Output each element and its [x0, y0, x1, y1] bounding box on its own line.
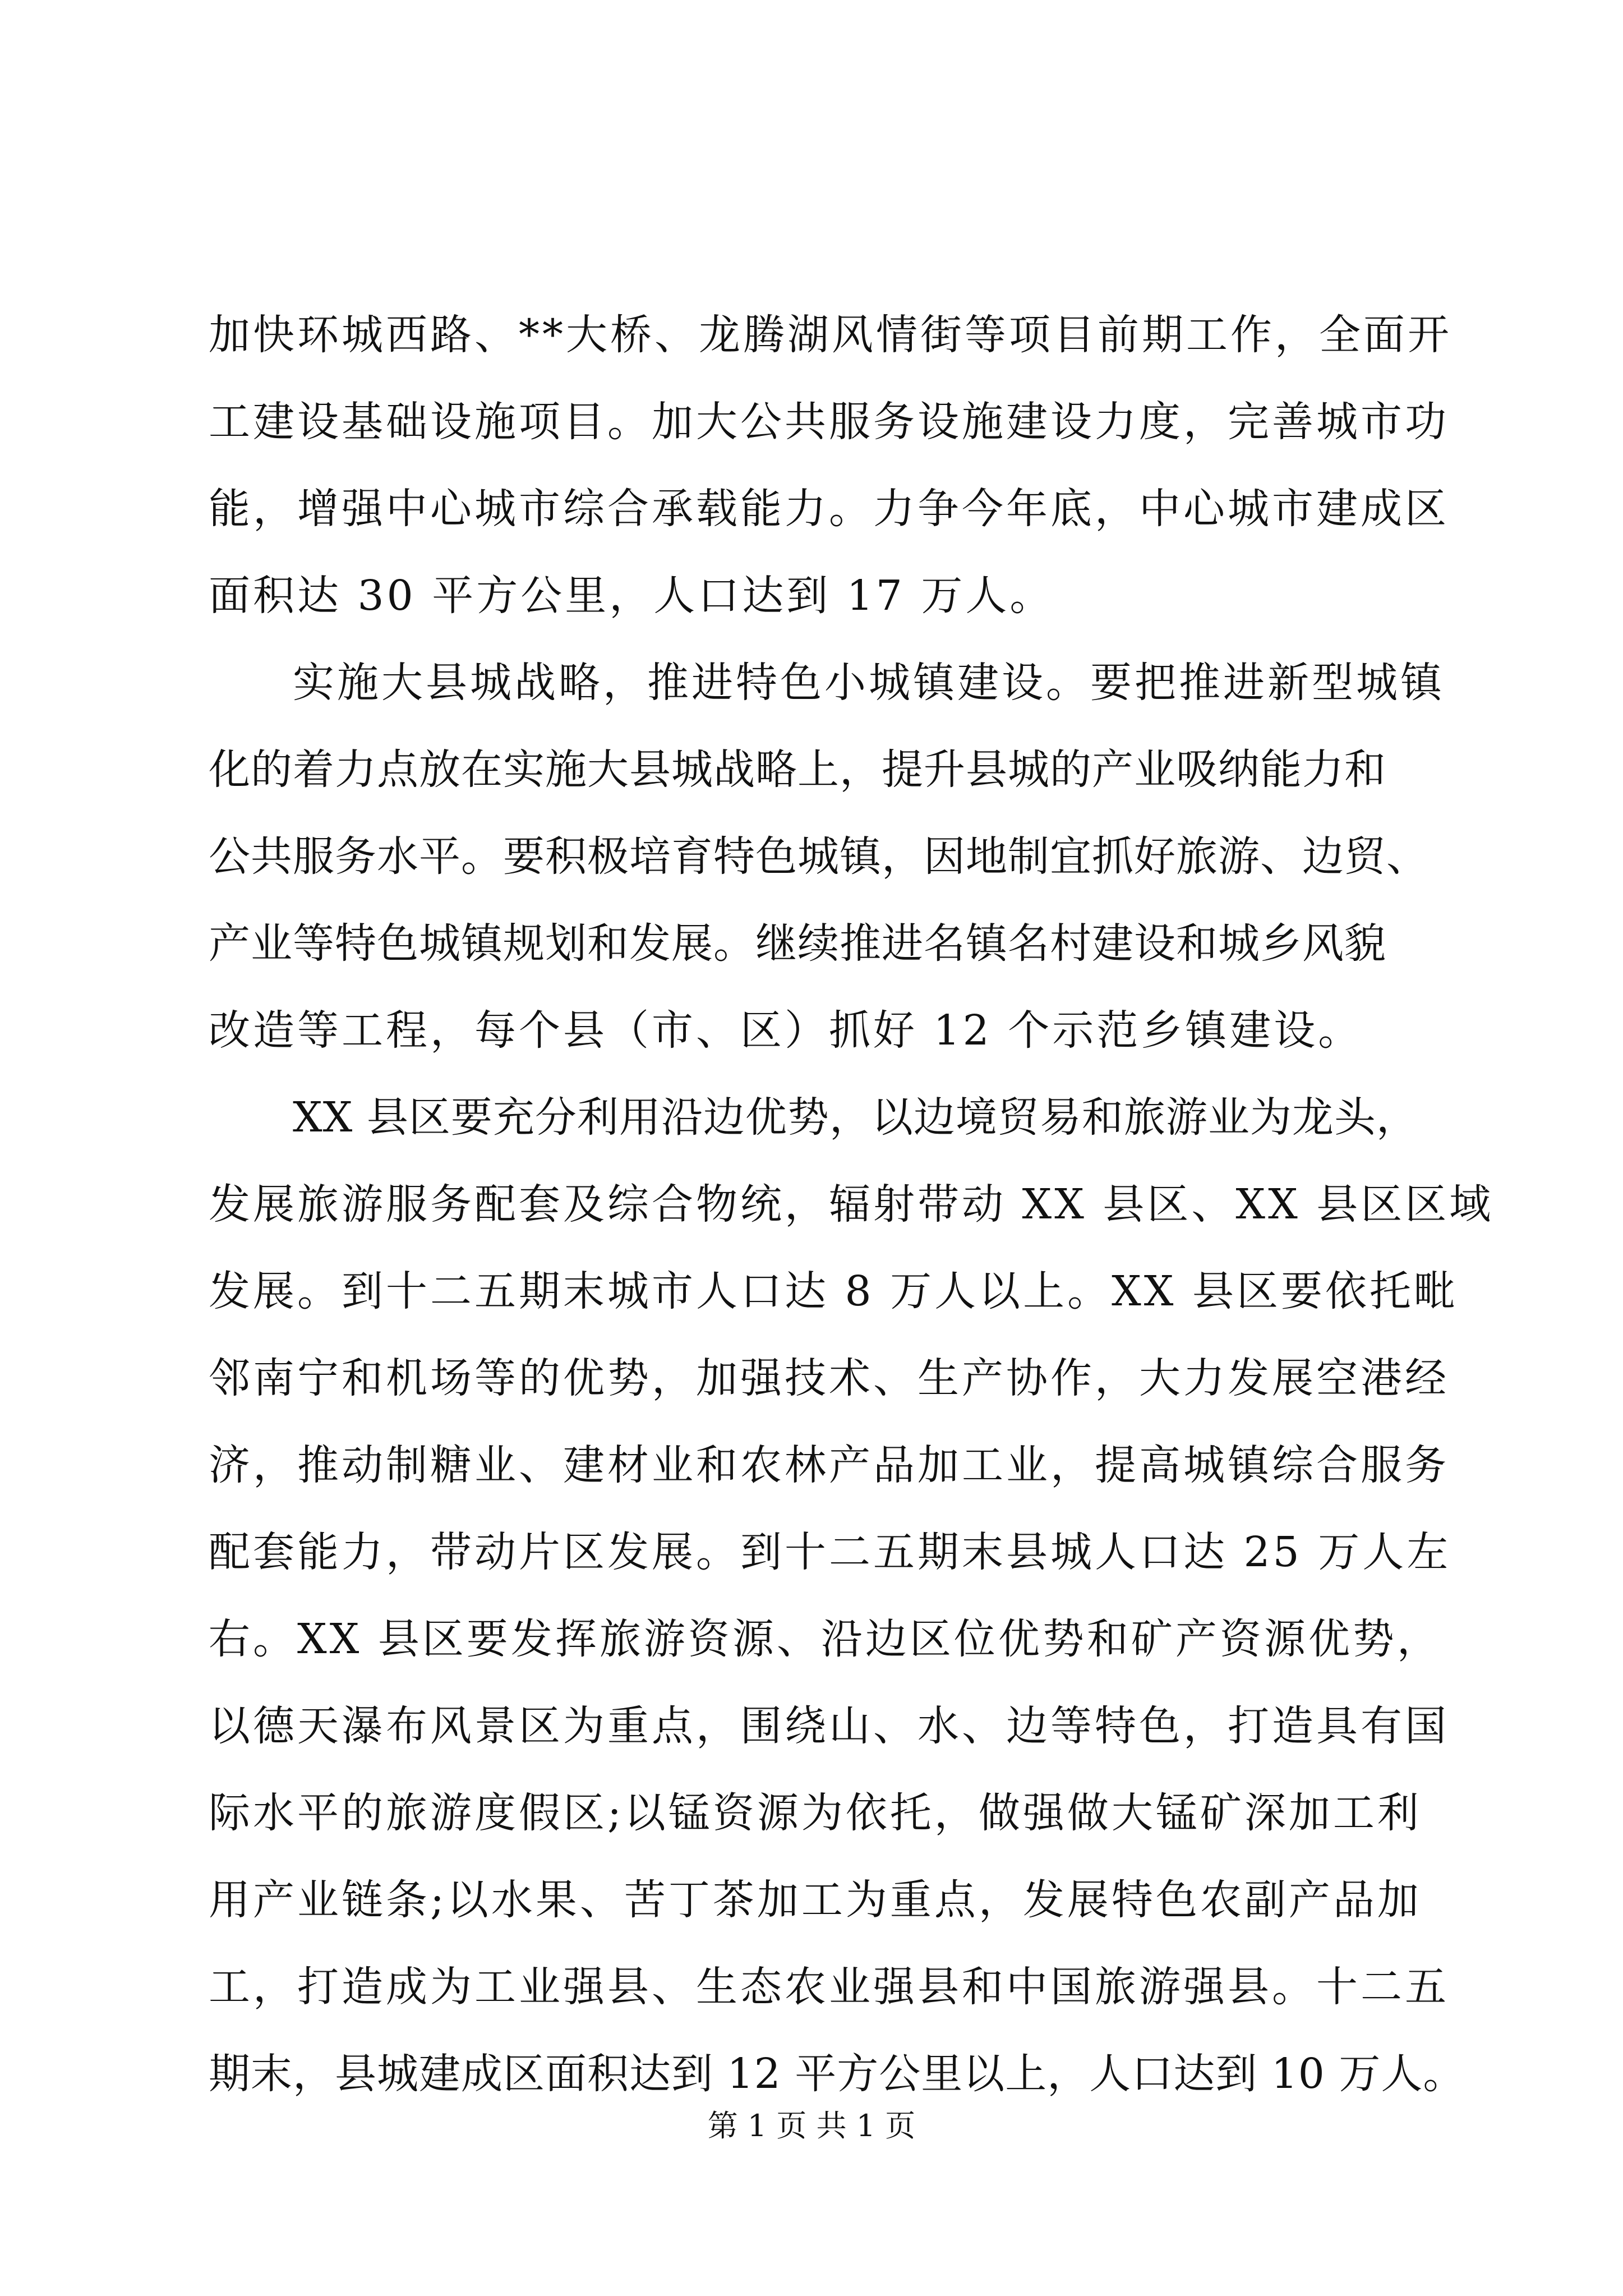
text-line: 公共服务水平。要积极培育特色城镇，因地制宜抓好旅游、边贸、: [209, 832, 1428, 881]
paragraph-start-line: 实施大县城战略，推进特色小城镇建设。要把推进新型城镇: [293, 659, 1445, 707]
text-line: 配套能力，带动片区发展。到十二五期末县城人口达 25 万人左: [209, 1528, 1451, 1576]
text-line: 右。XX 县区要发挥旅游资源、沿边区位优势和矿产资源优势，: [209, 1615, 1441, 1663]
text-line: 发展。到十二五期末城市人口达 8 万人以上。XX 县区要依托毗: [209, 1267, 1459, 1315]
text-line: 期末，县城建成区面积达到 12 平方公里以上，人口达到 10 万人。: [209, 2050, 1465, 2098]
text-line: 邻南宁和机场等的优势，加强技术、生产协作，大力发展空港经: [209, 1354, 1449, 1402]
text-line: 能，增强中心城市综合承载能力。力争今年底，中心城市建成区: [209, 485, 1449, 533]
text-line: 面积达 30 平方公里，人口达到 17 万人。: [209, 572, 1054, 620]
text-line: 产业等特色城镇规划和发展。继续推进名镇名村建设和城乡风貌: [209, 919, 1386, 968]
text-line: 用产业链条;以水果、苦丁茶加工为重点，发展特色农副产品加: [209, 1876, 1422, 1924]
paragraph-start-line: XX 县区要充分利用沿边优势，以边境贸易和旅游业为龙头，: [293, 1093, 1418, 1142]
text-line: 工建设基础设施项目。加大公共服务设施建设力度，完善城市功: [209, 398, 1449, 446]
text-line: 济，推动制糖业、建材业和农林产品加工业，提高城镇综合服务: [209, 1441, 1449, 1489]
text-line: 加快环城西路、**大桥、龙腾湖风情街等项目前期工作，全面开: [209, 311, 1452, 359]
text-line: 改造等工程，每个县（市、区）抓好 12 个示范乡镇建设。: [209, 1006, 1363, 1055]
text-line: 工，打造成为工业强县、生态农业强县和中国旅游强县。十二五: [209, 1963, 1449, 2011]
text-line: 化的着力点放在实施大县城战略上，提升县城的产业吸纳能力和: [209, 746, 1386, 794]
text-line: 际水平的旅游度假区;以锰资源为依托，做强做大锰矿深加工利: [209, 1789, 1422, 1837]
text-line: 发展旅游服务配套及综合物统，辐射带动 XX 县区、XX 县区区域: [209, 1180, 1494, 1228]
text-line: 以德天瀑布风景区为重点，围绕山、水、边等特色，打造具有国: [209, 1702, 1449, 1750]
page-number-footer: 第 1 页 共 1 页: [707, 2108, 916, 2143]
document-body: [209, 292, 1494, 2118]
